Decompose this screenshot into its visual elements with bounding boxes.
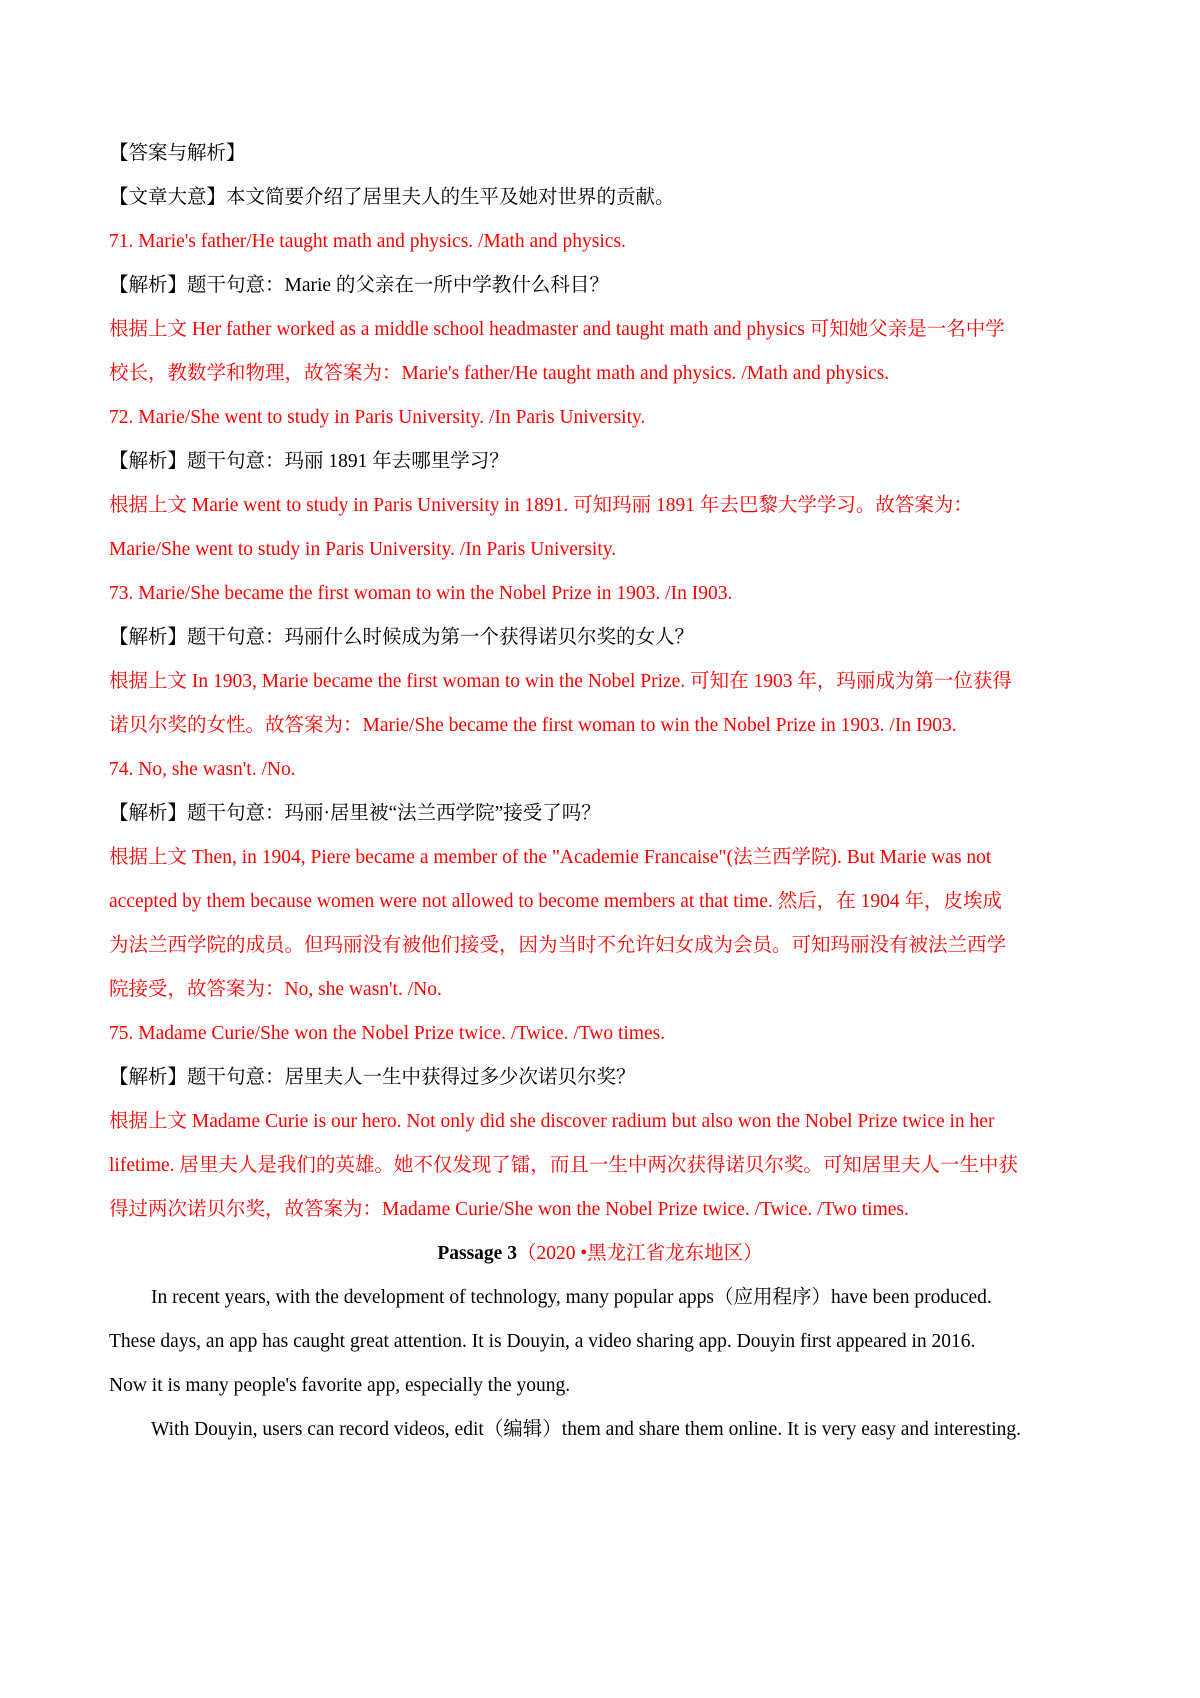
explanation-75-line-2: lifetime. 居里夫人是我们的英雄。她不仅发现了镭，而且一生中两次获得诺贝尔奖。可知居里夫人一生中获 bbox=[109, 1155, 1018, 1176]
explanation-72-line-1: 根据上文 Marie went to study in Paris University in 1891. 可知玛丽 1891 年去巴黎大学学习。故答案为： bbox=[109, 495, 973, 516]
analysis-71: 【解析】题干句意：Marie 的父亲在一所中学教什么科目？ bbox=[109, 275, 609, 296]
answer-71: 71. Marie's father/He taught math and physics. /Math and physics. bbox=[109, 231, 626, 252]
answer-72: 72. Marie/She went to study in Paris University. /In Paris University. bbox=[109, 407, 646, 428]
answer-73: 73. Marie/She became the first woman to win the Nobel Prize in 1903. /In I903. bbox=[109, 583, 733, 604]
passage-3-line-1: In recent years, with the development of technology, many popular apps（应用程序）have been produced. bbox=[151, 1287, 992, 1308]
explanation-75-line-3: 得过两次诺贝尔奖，故答案为：Madame Curie/She won the Nobel Prize twice. /Twice. /Two times. bbox=[109, 1199, 909, 1220]
answer-section-header: 【答案与解析】 bbox=[109, 143, 246, 164]
passage-3-heading bbox=[0, 1241, 1200, 1267]
article-summary: 【文章大意】本文简要介绍了居里夫人的生平及她对世界的贡献。 bbox=[109, 187, 675, 208]
explanation-74-line-4: 院接受，故答案为：No, she wasn't. /No. bbox=[109, 979, 442, 1000]
analysis-72: 【解析】题干句意：玛丽 1891 年去哪里学习？ bbox=[109, 451, 509, 472]
passage-3-line-2: These days, an app has caught great attention. It is Douyin, a video sharing app. Douyin first appeared in 2016. bbox=[109, 1331, 976, 1352]
passage-3-title: Passage 3 bbox=[437, 1243, 517, 1264]
explanation-73-line-1: 根据上文 In 1903, Marie became the first woman to win the Nobel Prize. 可知在 1903 年，玛丽成为第一位获得 bbox=[109, 671, 1012, 692]
answer-74: 74. No, she wasn't. /No. bbox=[109, 759, 296, 780]
analysis-74: 【解析】题干句意：玛丽·居里被“法兰西学院”接受了吗？ bbox=[109, 803, 601, 824]
explanation-72-line-2: Marie/She went to study in Paris University. /In Paris University. bbox=[109, 539, 617, 560]
explanation-75-line-1: 根据上文 Madame Curie is our hero. Not only did she discover radium but also won the Nobel Prize twice in her bbox=[109, 1111, 995, 1132]
explanation-74-line-3: 为法兰西学院的成员。但玛丽没有被他们接受，因为当时不允许妇女成为会员。可知玛丽没有被法兰西学 bbox=[109, 935, 1007, 956]
analysis-73: 【解析】题干句意：玛丽什么时候成为第一个获得诺贝尔奖的女人？ bbox=[109, 627, 695, 648]
explanation-74-line-1: 根据上文 Then, in 1904, Piere became a member of the "Academie Francaise"(法兰西学院). But Marie was not bbox=[109, 847, 992, 868]
passage-3-source: （2020 •黑龙江省龙东地区） bbox=[516, 1243, 763, 1264]
explanation-71-line-2: 校长，教数学和物理，故答案为：Marie's father/He taught math and physics. /Math and physics. bbox=[109, 363, 890, 384]
analysis-75: 【解析】题干句意：居里夫人一生中获得过多少次诺贝尔奖？ bbox=[109, 1067, 636, 1088]
explanation-74-line-2: accepted by them because women were not allowed to become members at that time. 然后，在 1904 年，皮埃成 bbox=[109, 891, 1002, 912]
explanation-71-line-1: 根据上文 Her father worked as a middle school headmaster and taught math and physics 可知她父亲是一名中学 bbox=[109, 319, 1005, 340]
answer-75: 75. Madame Curie/She won the Nobel Prize twice. /Twice. /Two times. bbox=[109, 1023, 666, 1044]
passage-3-line-3: Now it is many people's favorite app, especially the young. bbox=[109, 1375, 571, 1396]
passage-3-line-4: With Douyin, users can record videos, edit（编辑）them and share them online. It is very easy and interesting. bbox=[151, 1419, 1021, 1440]
explanation-73-line-2: 诺贝尔奖的女性。故答案为：Marie/She became the first woman to win the Nobel Prize in 1903. /In I903. bbox=[109, 715, 957, 736]
